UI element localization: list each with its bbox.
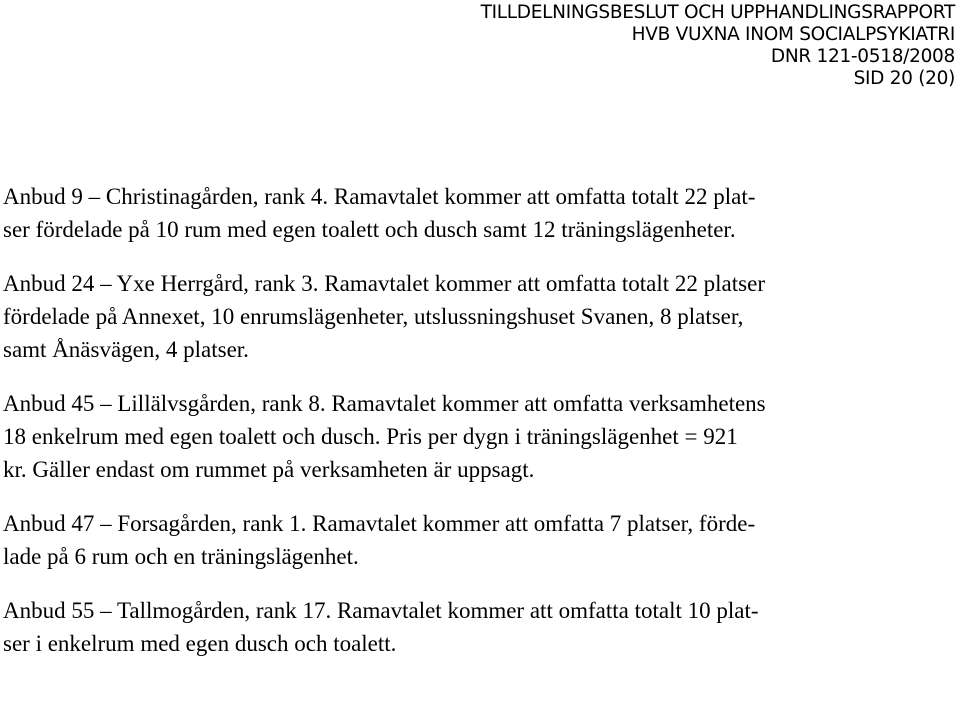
paragraph-anbud-55 — [3, 594, 953, 660]
paragraph-line: Anbud 45 – Lillälvsgården, rank 8. Ramavtalet kommer att omfatta verksamhetens — [3, 391, 766, 416]
paragraph-line: 18 enkelrum med egen toalett och dusch. Pris per dygn i träningslägenhet = 921 — [3, 424, 738, 449]
header-reference-number: DNR 121-0518/2008 — [770, 46, 955, 67]
header-subtitle: HVB VUXNA INOM SOCIALPSYKIATRI — [631, 24, 955, 45]
paragraph-line: ser i enkelrum med egen dusch och toalett. — [3, 631, 397, 656]
header-page-number: SID 20 (20) — [853, 68, 955, 89]
paragraph-line: ser fördelade på 10 rum med egen toalett och dusch samt 12 träningslägenheter. — [3, 217, 736, 242]
document-body — [3, 180, 953, 660]
document-header — [481, 2, 955, 90]
header-title: TILLDELNINGSBESLUT OCH UPPHANDLINGSRAPPORT — [480, 2, 955, 23]
paragraph-anbud-9 — [3, 180, 953, 246]
paragraph-line: samt Ånäsvägen, 4 platser. — [3, 337, 249, 362]
paragraph-anbud-24 — [3, 267, 953, 366]
paragraph-line: lade på 6 rum och en träningslägenhet. — [3, 544, 359, 569]
paragraph-line: Anbud 55 – Tallmogården, rank 17. Ramavtalet kommer att omfatta totalt 10 plat- — [3, 598, 759, 623]
paragraph-anbud-47 — [3, 507, 953, 573]
paragraph-line: Anbud 9 – Christinagården, rank 4. Ramavtalet kommer att omfatta totalt 22 plat- — [3, 184, 756, 209]
paragraph-line: kr. Gäller endast om rummet på verksamheten är uppsagt. — [3, 457, 535, 482]
paragraph-line: Anbud 47 – Forsagården, rank 1. Ramavtalet kommer att omfatta 7 platser, förde- — [3, 511, 756, 536]
paragraph-line: Anbud 24 – Yxe Herrgård, rank 3. Ramavtalet kommer att omfatta totalt 22 platser — [3, 271, 765, 296]
paragraph-line: fördelade på Annexet, 10 enrumslägenheter, utslussningshuset Svanen, 8 platser, — [3, 304, 744, 329]
paragraph-anbud-45 — [3, 387, 953, 486]
